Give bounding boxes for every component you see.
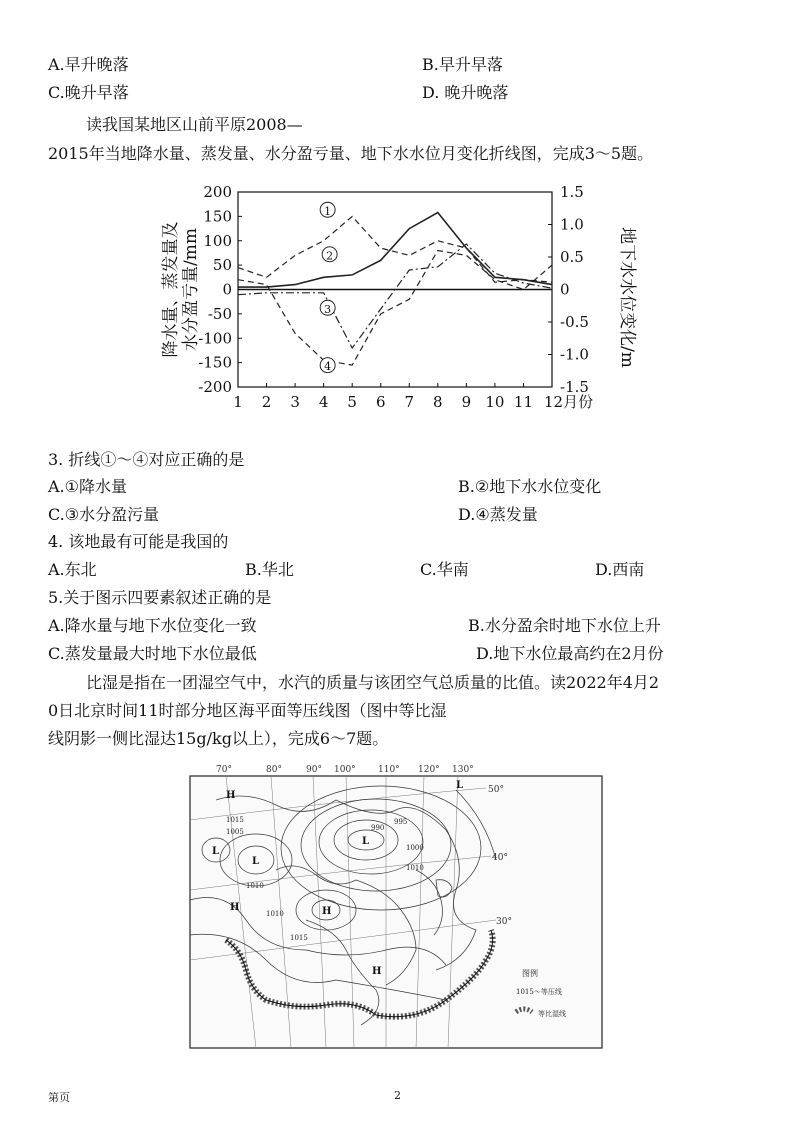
y2-axis-title: 地下水水位变化/m xyxy=(617,227,637,368)
x-tick-label: 6 xyxy=(375,393,386,411)
q5-option-a: A.降水量与地下水位变化一致 xyxy=(48,616,257,635)
q2-option-d: D. 晚升晚落 xyxy=(422,83,509,102)
legend-isobar: 1015～等压线 xyxy=(516,988,562,996)
pressure-center: L xyxy=(252,856,260,867)
right-tick-label: -0.5 xyxy=(560,313,589,331)
q4-option-d: D.西南 xyxy=(595,560,645,579)
series-line xyxy=(238,244,552,348)
pressure-center: H xyxy=(372,966,382,977)
q5-option-b: B.水分盈余时地下水位上升 xyxy=(468,616,661,635)
legend-humidity: 等比湿线 xyxy=(538,1010,566,1018)
q4-stem: 4. 该地最有可能是我国的 xyxy=(48,532,229,551)
isobar-label: 1015 xyxy=(226,816,244,824)
intro1-line2: 2015年当地降水量、蒸发量、水分盈亏量、地下水水位月变化折线图，完成3～5题。 xyxy=(48,144,654,163)
lat-label: 40° xyxy=(492,853,508,863)
pressure-center: L xyxy=(362,836,370,847)
x-tick-label: 10 xyxy=(485,393,505,411)
series-label: 1 xyxy=(324,204,332,218)
q2-option-b: B.早升早落 xyxy=(422,55,503,74)
left-tick-label: 200 xyxy=(203,183,232,201)
x-tick-label: 7 xyxy=(404,393,415,411)
lat-label: 30° xyxy=(496,917,512,927)
q3-option-c: C.③水分盈污量 xyxy=(48,505,160,524)
lon-label: 130° xyxy=(452,765,474,775)
line-chart xyxy=(150,180,650,415)
lon-label: 100° xyxy=(334,765,356,775)
lat-label: 50° xyxy=(488,785,504,795)
lon-label: 110° xyxy=(378,765,400,775)
q5-option-c: C.蒸发量最大时地下水位最低 xyxy=(48,644,257,663)
isobar-label: 1005 xyxy=(226,828,244,836)
q3-option-a: A.①降水量 xyxy=(48,477,127,496)
lon-label: 70° xyxy=(216,765,232,775)
left-tick-label: 150 xyxy=(203,207,232,226)
x-tick-label: 2 xyxy=(261,393,272,411)
left-tick-label: 0 xyxy=(222,280,232,299)
series-label: 4 xyxy=(324,360,332,374)
x-tick-label: 1 xyxy=(233,393,243,411)
right-tick-label: 0 xyxy=(560,280,570,299)
x-tick-label: 12月份 xyxy=(544,393,594,411)
legend-title: 图例 xyxy=(522,969,538,978)
x-tick-label: 11 xyxy=(513,393,534,411)
left-tick-label: -100 xyxy=(198,329,232,348)
pressure-center: H xyxy=(226,790,236,801)
left-tick-label: -150 xyxy=(198,353,232,372)
intro2-line2: 0日北京时间11时部分地区海平面等压线图（图中等比湿 xyxy=(48,701,447,720)
q5-option-d: D.地下水位最高约在2月份 xyxy=(476,644,664,663)
x-tick-label: 9 xyxy=(461,393,472,411)
series-label: 3 xyxy=(324,302,332,316)
x-tick-label: 4 xyxy=(318,393,329,411)
pressure-center: H xyxy=(322,906,332,917)
right-tick-label: 0.5 xyxy=(560,248,584,266)
series-line xyxy=(238,213,552,288)
x-tick-label: 3 xyxy=(290,393,300,411)
series-label: 2 xyxy=(326,249,334,263)
isobar-label: 1015 xyxy=(290,934,308,942)
right-tick-label: -1.0 xyxy=(560,345,589,364)
isobar-label: 1010 xyxy=(266,910,284,918)
y-axis-title-line1: 降水量、蒸发量及 xyxy=(161,221,181,358)
q3-stem: 3. 折线①～④对应正确的是 xyxy=(48,450,245,469)
q3-option-d: D.④蒸发量 xyxy=(458,505,538,524)
q4-option-a: A.东北 xyxy=(48,560,97,579)
q4-option-c: C.华南 xyxy=(420,560,469,579)
footer-left: 第页 xyxy=(48,1091,70,1104)
q2-option-a: A.早升晚落 xyxy=(48,55,129,74)
pressure-center: L xyxy=(212,846,220,857)
q2-option-c: C.晚升早落 xyxy=(48,83,129,102)
q4-option-b: B.华北 xyxy=(245,560,294,579)
lon-label: 90° xyxy=(306,765,322,775)
series-line xyxy=(238,216,552,282)
right-tick-label: -1.5 xyxy=(560,378,589,396)
map-frame xyxy=(190,776,602,1048)
intro1-line1: 读我国某地区山前平原2008— xyxy=(86,115,303,134)
left-tick-label: -200 xyxy=(198,378,232,396)
intro2-line3: 线阴影一侧比湿达15g/kg以上），完成6～7题。 xyxy=(48,729,389,748)
lon-label: 80° xyxy=(266,765,282,775)
q5-stem: 5.关于图示四要素叙述正确的是 xyxy=(48,588,272,607)
isobar-label: 1010 xyxy=(246,882,264,890)
y-axis-title-line2: 水分盈亏量/mm xyxy=(181,228,201,351)
right-tick-label: 1.5 xyxy=(560,183,584,201)
series-line xyxy=(238,251,552,366)
pressure-center: L xyxy=(456,780,464,791)
x-tick-label: 5 xyxy=(347,393,357,411)
right-tick-label: 1.0 xyxy=(560,215,584,234)
left-tick-label: -50 xyxy=(207,304,232,323)
isobar-label: 1000 xyxy=(406,844,424,852)
isobar-label: 995 xyxy=(394,818,408,826)
left-tick-label: 50 xyxy=(212,256,232,275)
isobar-label: 1010 xyxy=(406,864,424,872)
q3-option-b: B.②地下水水位变化 xyxy=(458,477,602,496)
lon-label: 120° xyxy=(418,765,440,775)
intro2-line1: 比湿是指在一团湿空气中，水汽的质量与该团空气总质量的比值。读2022年4月2 xyxy=(86,673,660,692)
left-tick-label: 100 xyxy=(203,231,232,250)
page-number: 2 xyxy=(394,1089,401,1102)
isobar-label: 990 xyxy=(371,824,385,832)
x-tick-label: 8 xyxy=(433,393,443,411)
isobar-map xyxy=(186,760,606,1050)
pressure-center: H xyxy=(230,902,240,913)
